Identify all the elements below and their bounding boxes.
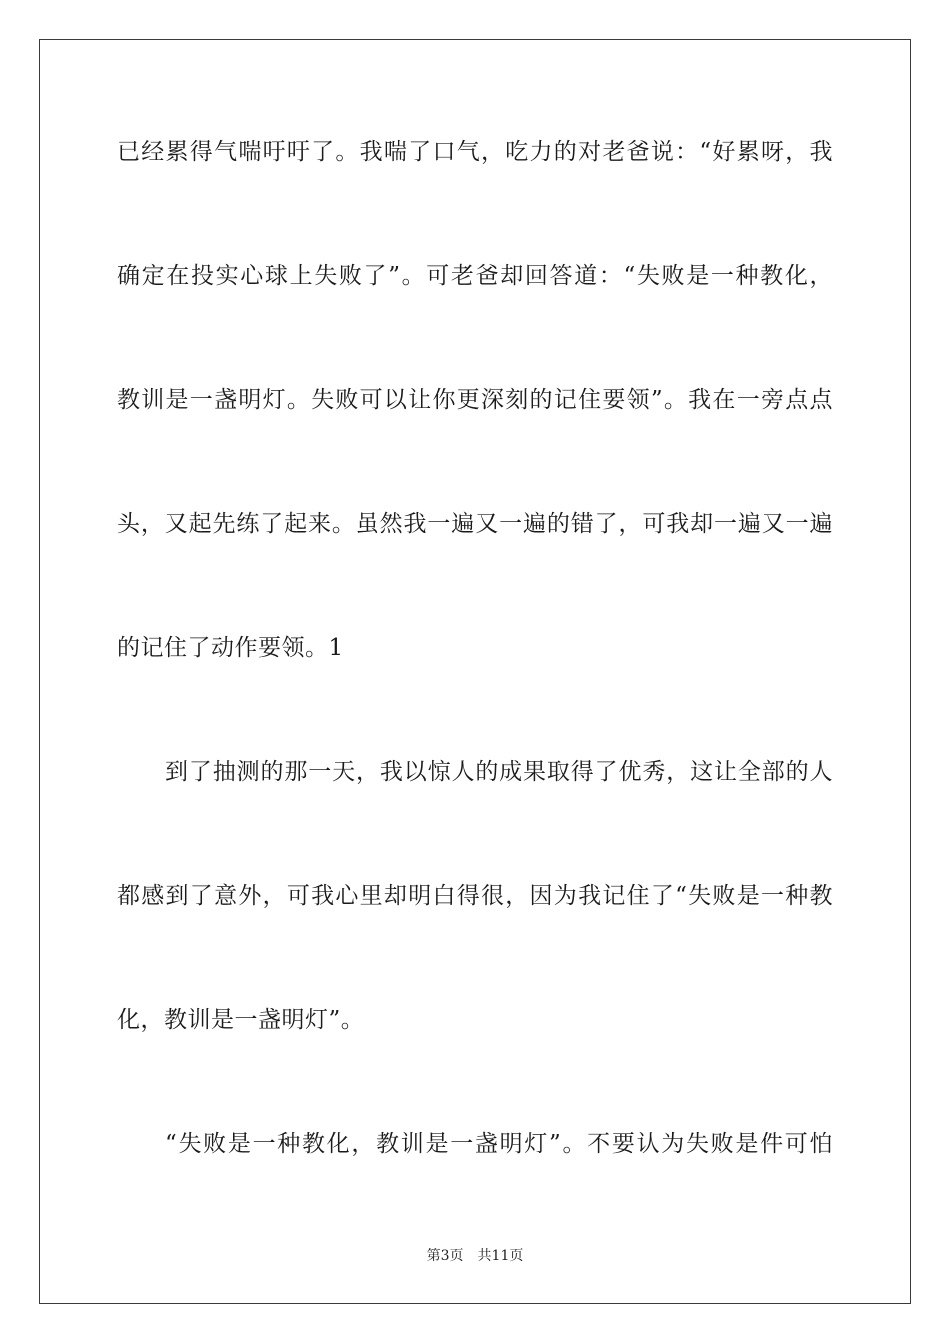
paragraph-first-line: “失败是一种教化，教训是一盏明灯”。不要认为失败是件可怕 bbox=[165, 1131, 833, 1157]
text-line: 教训是一盏明灯。失败可以让你更深刻的记住要领”。我在一旁点点 bbox=[117, 387, 833, 413]
text-line: 已经累得气喘吁吁了。我喘了口气，吃力的对老爸说：“好累呀，我 bbox=[117, 139, 833, 165]
page-border bbox=[39, 39, 911, 1304]
text-line: 都感到了意外，可我心里却明白得很，因为我记住了“失败是一种教 bbox=[117, 883, 833, 909]
text-line: 头，又起先练了起来。虽然我一遍又一遍的错了，可我却一遍又一遍 bbox=[117, 511, 833, 537]
text-line: 确定在投实心球上失败了”。可老爸却回答道：“失败是一种教化， bbox=[117, 263, 833, 289]
page-number: 第3页 bbox=[426, 1248, 464, 1264]
total-pages: 共11页 bbox=[477, 1248, 524, 1264]
paragraph-first-line: 到了抽测的那一天，我以惊人的成果取得了优秀，这让全部的人 bbox=[165, 759, 833, 785]
text-line: 的记住了动作要领。1 bbox=[117, 635, 344, 661]
page-footer bbox=[0, 1246, 950, 1266]
text-line: 化，教训是一盏明灯”。 bbox=[117, 1007, 365, 1033]
